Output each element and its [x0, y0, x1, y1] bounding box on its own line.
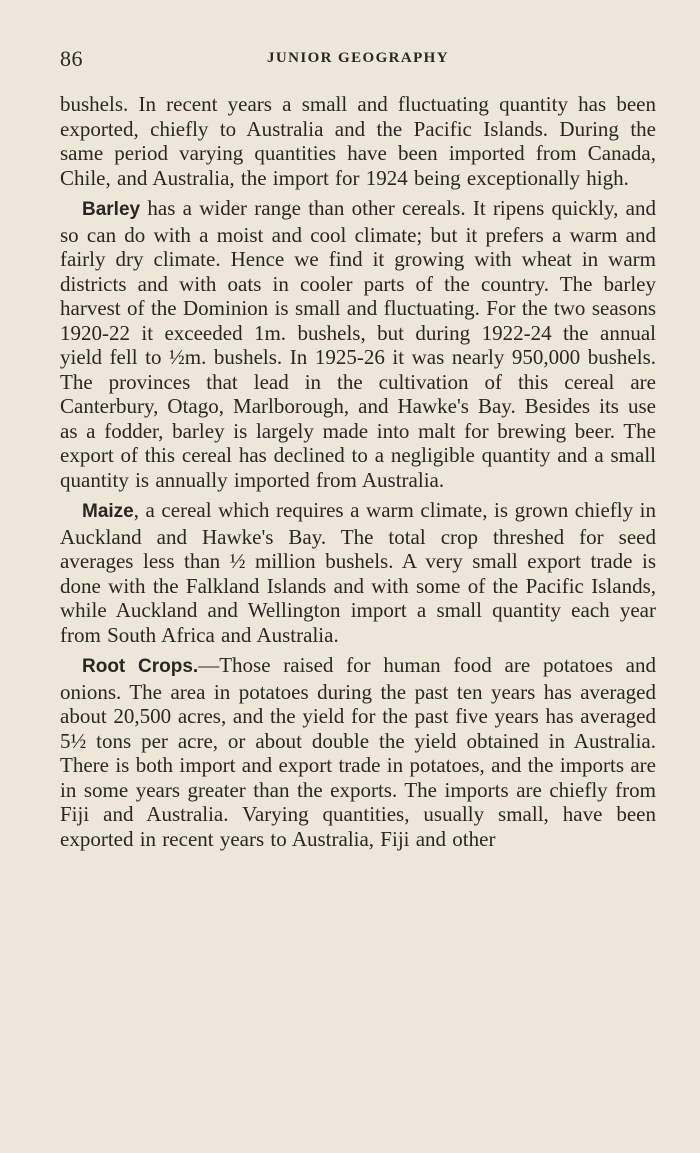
- lead-term-maize: Maize: [82, 501, 134, 522]
- paragraph-wheat-continued: [60, 92, 656, 190]
- paragraph-text: has a wider range than other cereals. It ripens quickly, and so can do with a moist and cool climate; but it prefers a warm and fairly dry climate. Hence we find it growing with wheat in warm districts and with oats in cooler parts of the country. The barley harvest of the Dominion is small and fluctuating. For the two seasons 1920-22 it exceeded 1m. bushels, but during 1922-24 the annual yield fell to ½m. bushels. In 1925-26 it was nearly 950,000 bushels. The provinces that lead in the cultivation of this cereal are Canterbury, Otago, Marlborough, and Hawke's Bay. Besides its use as a fodder, barley is largely made into malt for brewing beer. The export of this cereal has declined to a negligible quantity and a small quantity is annually imported from Australia.: [60, 196, 656, 492]
- paragraph-text: , a cereal which requires a warm climate, is grown chiefly in Auckland and Hawke's Bay. The total crop threshed for seed averages less than ½ million bushels. A very small export trade is done with the Falkland Islands and with some of the Pacific Islands, while Auckland and Wellington import a small quantity each year from South Africa and Australia.: [60, 498, 656, 647]
- running-head: [60, 46, 656, 80]
- paragraph-root-crops: [60, 653, 656, 851]
- lead-term-root-crops: Root Crops.: [82, 656, 199, 677]
- paragraph-maize: [60, 498, 656, 647]
- paragraph-text: —Those raised for human food are potatoes and onions. The area in potatoes during the past ten years has averaged about 20,500 acres, and the yield for the past five years has averaged 5½ tons per acre, or about double the yield obtained in Australia. There is both import and export trade in potatoes, and the imports are in some years greater than the exports. The imports are chiefly from Fiji and Australia. Varying quantities, usually small, have been exported in recent years to Australia, Fiji and other: [60, 653, 656, 851]
- paragraph-barley: [60, 196, 656, 492]
- body-text: [60, 92, 656, 851]
- lead-term-barley: Barley: [82, 199, 141, 220]
- page-number: 86: [60, 46, 83, 71]
- paragraph-text: bushels. In recent years a small and fluctuating quantity has been exported, chiefly to Australia and the Pacific Islands. During the same period varying quantities have been imported from Canada, Chile, and Australia, the import for 1924 being exceptionally high.: [60, 92, 656, 190]
- running-title: JUNIOR GEOGRAPHY: [267, 50, 449, 66]
